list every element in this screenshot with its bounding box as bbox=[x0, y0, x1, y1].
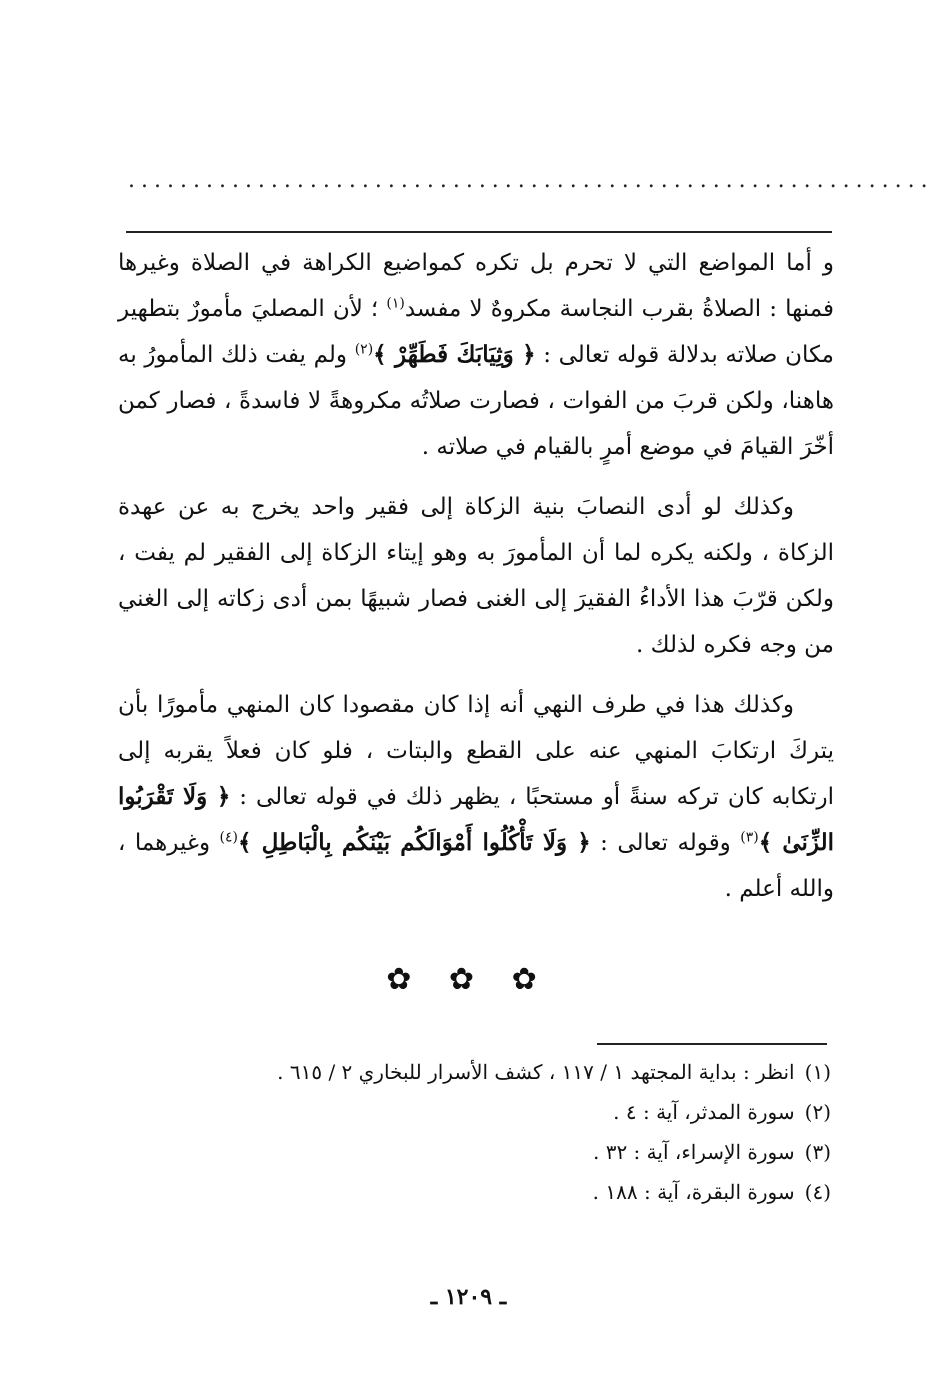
footnotes bbox=[115, 1052, 831, 1212]
footnote-ref: (١) bbox=[386, 295, 405, 312]
footnote-ref: (٢) bbox=[354, 341, 374, 358]
text-segment: وكذلك لو أدى النصابَ بنية الزكاة إلى فقير واحد يخرج به عن عهدة الزكاة ، ولكنه يكره لما أن المأمورَ به وهو إيتاء الزكاة إلى الفقير لم يفت ، ولكن قرّبَ هذا الأداءُ الفقيرَ إلى الغنى فصار شبيهًا بمن أدى زكاته إلى الغني من وجه فكره لذلك . bbox=[118, 494, 834, 658]
footnote-text: سورة المدثر، آية : ٤ . bbox=[613, 1100, 795, 1124]
footnote-ref: (٤) bbox=[219, 829, 238, 846]
footnote-1 bbox=[115, 1052, 831, 1092]
quran-quote: ﴿ وَلَا تَقْرَبُوا الزِّنَىٰ ﴾ bbox=[118, 783, 835, 856]
quran-quote: ﴿ وَلَا تَأْكُلُوا أَمْوَالَكُم بَيْنَكُم بِالْبَاطِلِ ﴾ bbox=[238, 829, 591, 856]
text-segment: وقوله تعالى : bbox=[590, 830, 741, 856]
footnote-2 bbox=[115, 1092, 831, 1132]
footnote-ref: (٣) bbox=[740, 829, 759, 846]
page-number: ـ ١٢٠٩ ـ bbox=[430, 1284, 507, 1310]
text-segment: وغيرهما ، والله أعلم . bbox=[118, 830, 834, 902]
footnote-text: سورة البقرة، آية : ١٨٨ . bbox=[592, 1180, 795, 1204]
footnote-text: انظر : بداية المجتهد ١ / ١١٧ ، كشف الأسرار للبخاري ٢ / ٦١٥ . bbox=[277, 1060, 795, 1084]
footnote-text: سورة الإسراء، آية : ٣٢ . bbox=[593, 1140, 795, 1164]
main-text bbox=[118, 240, 834, 926]
footnote-number: (٢) bbox=[804, 1100, 831, 1124]
header-rule bbox=[126, 231, 832, 233]
footnote-number: (٣) bbox=[804, 1140, 831, 1164]
footnote-4 bbox=[115, 1172, 831, 1212]
paragraph-2 bbox=[118, 484, 834, 668]
footnote-number: (١) bbox=[804, 1060, 831, 1084]
section-ornaments: ✿ ✿ ✿ bbox=[386, 962, 551, 997]
paragraph-1 bbox=[118, 240, 834, 470]
text-segment: ؛ لأن المصليَ مأمورٌ بتطهير مكان صلاته بدلالة قوله تعالى : bbox=[118, 296, 834, 368]
quran-quote: ﴿ وَثِيَابَكَ فَطَهِّرْ ﴾ bbox=[373, 341, 536, 368]
paragraph-3 bbox=[118, 682, 834, 912]
text-segment: ولم يفت ذلك المأمورُ به هاهنا، ولكن قربَ من الفوات ، فصارت صلاتُه مكروهةً لا فاسدةً ، فصار كمن أخّرَ القيامَ في موضع أمرٍ بالقيام في صلاته . bbox=[118, 342, 834, 460]
footnote-number: (٤) bbox=[804, 1180, 831, 1204]
footnote-rule bbox=[597, 1043, 827, 1045]
footnote-3 bbox=[115, 1132, 831, 1172]
dotted-separator: .............................................................. bbox=[128, 168, 934, 193]
text-segment: وكذلك هذا في طرف النهي أنه إذا كان مقصودا كان المنهي مأمورًا بأن يتركَ ارتكابَ المنهي عنه على القطع والبتات ، فلو كان فعلاً يقربه إلى ارتكابه كان تركه سنةً أو مستحبًا ، يظهر ذلك في قوله تعالى : bbox=[118, 692, 834, 810]
text-segment: و أما المواضع التي لا تحرم بل تكره كمواضيع الكراهة في الصلاة وغيرها فمنها : الصلاةُ بقرب النجاسة مكروهٌ لا مفسد bbox=[118, 250, 834, 322]
